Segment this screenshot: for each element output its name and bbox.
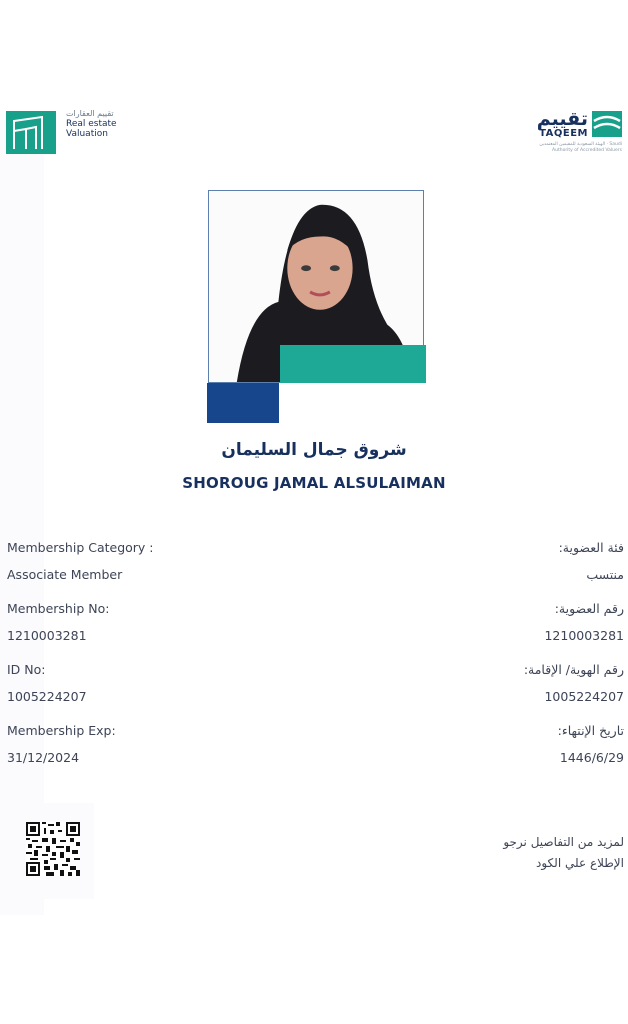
qr-code-icon[interactable] — [26, 822, 80, 876]
expiry-value-ar: 1446/6/29 — [559, 750, 624, 765]
category-value-ar: منتسب — [586, 567, 624, 582]
member-name-en: SHOROUG JAMAL ALSULAIMAN — [182, 474, 446, 492]
expiry-value-en: 31/12/2024 — [7, 750, 80, 765]
taqeem-mark-icon — [592, 111, 622, 137]
left-strip — [0, 120, 44, 915]
taqeem-logo-en: TAQEEM — [539, 128, 588, 139]
category-label-en: Membership Category : — [7, 540, 154, 555]
membership-no-label-ar: رقم العضوية: — [554, 601, 624, 616]
building-logo-icon — [6, 111, 56, 154]
taqeem-logo — [530, 108, 622, 158]
taqeem-logo-ar: تقييم — [536, 108, 588, 130]
category-value-en: Associate Member — [7, 567, 123, 582]
id-no-value-en: 1005224207 — [7, 689, 87, 704]
membership-no-value-en: 1210003281 — [7, 628, 87, 643]
taqeem-logo-sub: الهيئة السعودية للمقيمين المعتمدين · Saudi Authority of Accredited Valuers — [539, 142, 622, 153]
id-no-label-ar: رقم الهوية/ الإقامة: — [523, 662, 624, 677]
teal-accent-block — [280, 345, 426, 383]
membership-no-label-en: Membership No: — [7, 601, 110, 616]
member-name-ar: شروق جمال السليمان — [221, 440, 407, 460]
more-details-line2: الإطلاع علي الكود — [536, 856, 624, 870]
id-no-label-en: ID No: — [7, 662, 46, 677]
navy-accent-block — [207, 383, 279, 423]
membership-no-value-ar: 1210003281 — [544, 628, 624, 643]
logo-left-en2: Valuation — [66, 129, 108, 139]
id-no-value-ar: 1005224207 — [544, 689, 624, 704]
more-details-text — [424, 832, 624, 874]
more-details-line1: لمزيد من التفاصيل نرجو — [503, 835, 624, 849]
category-label-ar: فئة العضوية: — [558, 540, 624, 555]
logo-left-ar: تقييم العقارات — [66, 109, 114, 118]
expiry-label-ar: تاريخ الإنتهاء: — [557, 723, 624, 738]
logo-left-en1: Real estate — [66, 119, 117, 129]
expiry-label-en: Membership Exp: — [7, 723, 116, 738]
